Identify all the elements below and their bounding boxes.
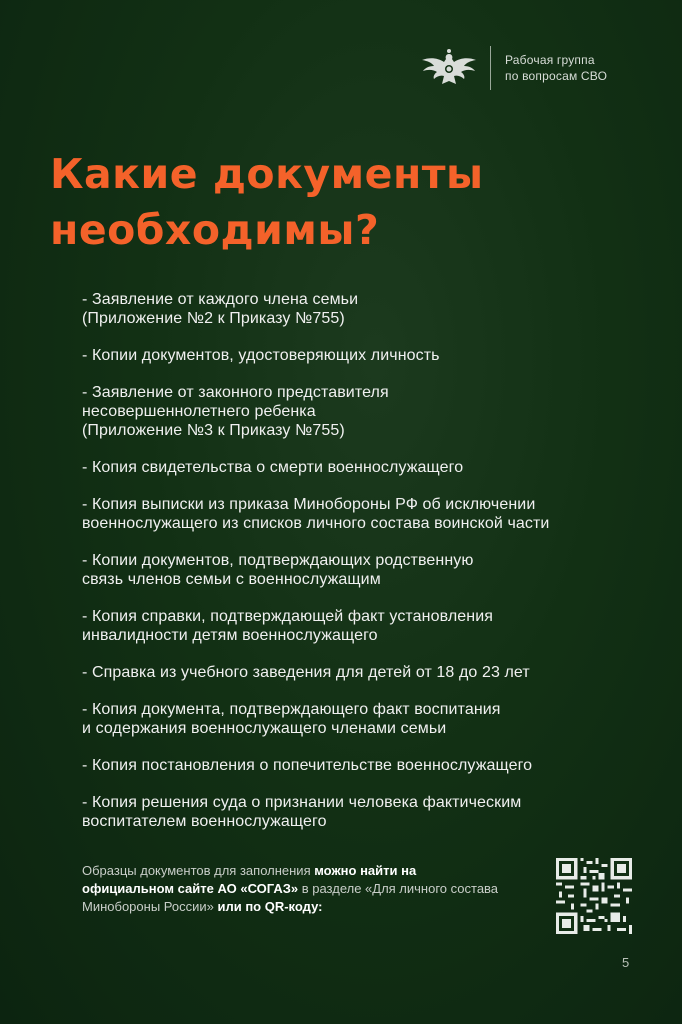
page-number: 5 — [622, 955, 630, 970]
list-item: - Копия документа, подтверждающего факт воспитания и содержания военнослужащего членами семьи — [82, 701, 501, 737]
header — [420, 46, 607, 90]
footer-note-part1: Образцы документов для заполнения — [82, 863, 315, 878]
page-title — [50, 146, 650, 258]
org-name — [505, 52, 607, 84]
list-item: - Копии документов, подтверждающих родственную связь членов семьи с военнослужащим — [82, 552, 474, 588]
list-item: - Заявление от каждого члена семьи (Приложение №2 к Приказу №755) — [82, 291, 359, 327]
page-title-line1: Какие документы — [50, 150, 484, 198]
list-item: - Копии документов, удостоверяющих личность — [82, 347, 440, 364]
org-name-line1: Рабочая группа — [505, 53, 595, 67]
list-item: - Копия постановления о попечительстве военнослужащего — [82, 757, 533, 774]
page-title-line2: необходимы? — [50, 206, 380, 254]
eagle-emblem-icon — [420, 48, 478, 88]
list-item: - Копия решения суда о признании человека фактическим воспитателем военнослужащего — [82, 794, 522, 830]
footer-note-qr-hint: или по QR-коду: — [217, 899, 323, 914]
footer-note — [82, 862, 502, 916]
footer-note-part3: в разделе «Для личного состава Минобороны России» — [82, 881, 499, 914]
documents-list — [82, 290, 662, 849]
footer-note-site: можно найти на официальном сайте АО «СОГАЗ» — [82, 863, 417, 896]
org-name-line2: по вопросам СВО — [505, 69, 608, 83]
list-item: - Справка из учебного заведения для детей от 18 до 23 лет — [82, 664, 530, 681]
list-item: - Копия справки, подтверждающей факт установления инвалидности детям военнослужащего — [82, 608, 494, 644]
list-item: - Копия выписки из приказа Минобороны РФ об исключении военнослужащего из списков личного состава воинской части — [82, 496, 550, 532]
header-divider — [490, 46, 491, 90]
list-item: - Копия свидетельства о смерти военнослужащего — [82, 459, 464, 476]
qr-code-icon[interactable] — [556, 858, 632, 934]
list-item: - Заявление от законного представителя несовершеннолетнего ребенка (Приложение №3 к Приказу №755) — [82, 384, 389, 439]
